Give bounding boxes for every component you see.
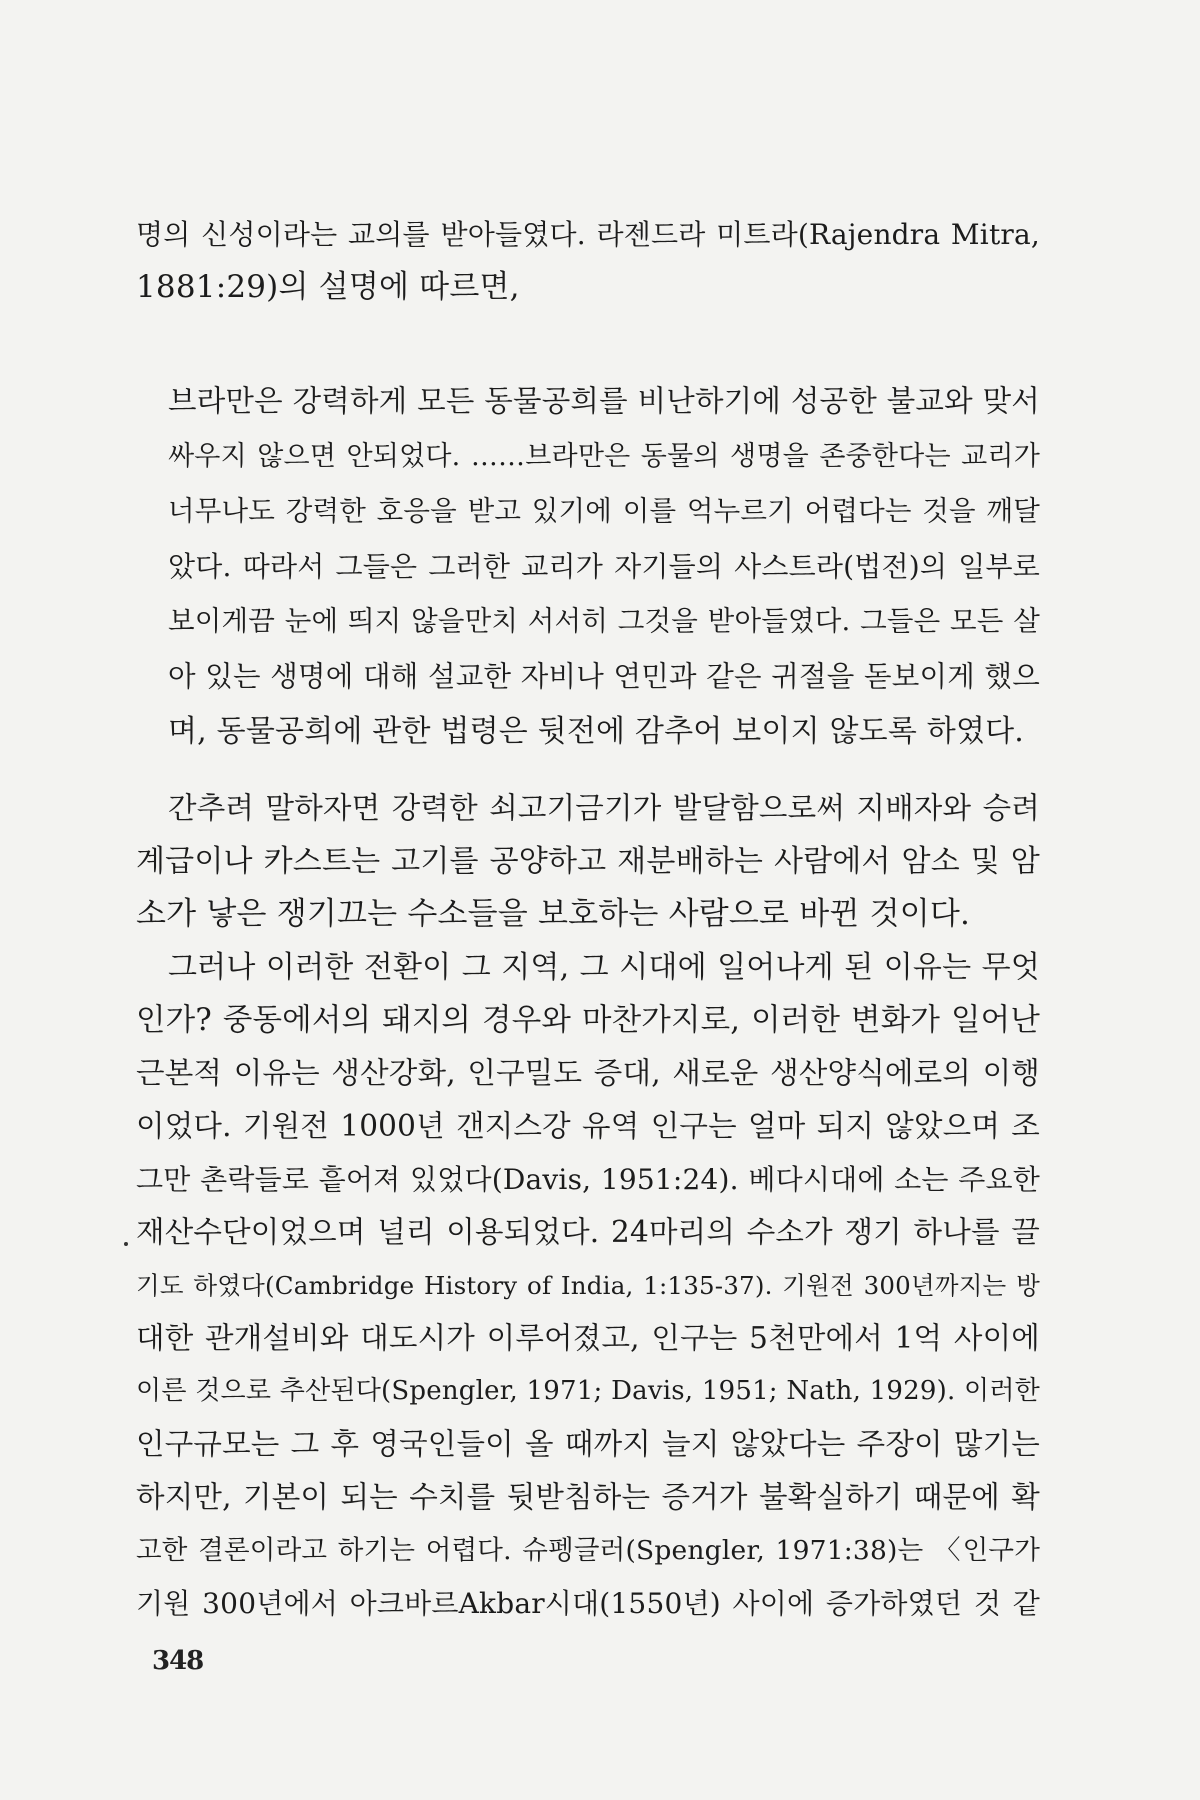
quote-line: 너무나도 강력한 호응을 받고 있기에 이를 억누르기 어렵다는 것을 깨달 — [168, 495, 1040, 527]
paragraph-2-line: 인가? 중동에서의 돼지의 경우와 마찬가지로, 이러한 변화가 일어난 — [136, 1003, 1040, 1038]
paragraph-2-line: 대한 관개설비와 대도시가 이루어졌고, 인구는 5천만에서 1억 사이에 — [136, 1321, 1040, 1355]
paragraph-2-line: 그만 촌락들로 흩어져 있었다(Davis, 1951:24). 베다시대에 소는 주요한 — [136, 1163, 1040, 1196]
body-text — [136, 782, 1040, 1630]
quote-line: 브라만은 강력하게 모든 동물공희를 비난하기에 성공한 불교와 맞서 — [168, 384, 1040, 418]
paragraph-2-line: 고한 결론이라고 하기는 어렵다. 슈펭글러(Spengler, 1971:38)는 〈인구가 — [136, 1535, 1040, 1566]
paragraph-2-line: 인구규모는 그 후 영국인들이 올 때까지 늘지 않았다는 주장이 많기는 — [136, 1427, 1040, 1461]
block-quote — [168, 374, 1040, 759]
quote-line: 보이게끔 눈에 띄지 않을만치 서서히 그것을 받아들였다. 그들은 모든 살 — [168, 605, 1040, 637]
intro-paragraph — [136, 208, 1040, 314]
paragraph-2-line: 그러나 이러한 전환이 그 지역, 그 시대에 일어나게 된 이유는 무엇 — [168, 950, 1040, 985]
quote-line: 며, 동물공희에 관한 법령은 뒷전에 감추어 보이지 않도록 하였다. — [168, 714, 1025, 749]
paragraph-2-line: 기도 하였다(Cambridge History of India, 1:135-37). 기원전 300년까지는 방 — [136, 1271, 1040, 1300]
paragraph-2-line: 기원 300년에서 아크바르Akbar시대(1550년) 사이에 증가하였던 것 같 — [136, 1587, 1040, 1620]
paragraph-1-line: 계급이나 카스트는 고기를 공양하고 재분배하는 사람에서 암소 및 암 — [136, 844, 1040, 879]
paragraph-2-line: 근본적 이유는 생산강화, 인구밀도 증대, 새로운 생산양식에로의 이행 — [136, 1056, 1040, 1090]
text-line: 명의 신성이라는 교의를 받아들였다. 라젠드라 미트라(Rajendra Mitra, — [136, 218, 1040, 251]
paragraph-2-line: 이었다. 기원전 1000년 갠지스강 유역 인구는 얼마 되지 않았으며 조 — [136, 1109, 1040, 1143]
paragraph-2-line: 하지만, 기본이 되는 수치를 뒷받침하는 증거가 불확실하기 때문에 확 — [136, 1480, 1040, 1514]
paragraph-2-line: 재산수단이었으며 널리 이용되었다. 24마리의 수소가 쟁기 하나를 끌 — [136, 1215, 1040, 1249]
page-number: 348 — [152, 1646, 204, 1676]
text-line: 1881:29)의 설명에 따르면, — [136, 269, 520, 305]
quote-line: 았다. 따라서 그들은 그러한 교리가 자기들의 사스트라(법전)의 일부로 — [168, 550, 1040, 583]
paragraph-2-line: 이른 것으로 추산된다(Spengler, 1971; Davis, 1951; Nath, 1929). 이러한 — [136, 1376, 1040, 1406]
margin-mark — [124, 1242, 128, 1246]
paragraph-1-line: 소가 낳은 쟁기끄는 수소들을 보호하는 사람으로 바뀐 것이다. — [136, 896, 971, 932]
quote-line: 아 있는 생명에 대해 설교한 자비나 연민과 같은 귀절을 돋보이게 했으 — [168, 660, 1040, 693]
quote-line: 싸우지 않으면 안되었다. ……브라만은 동물의 생명을 존중한다는 교리가 — [168, 441, 1040, 472]
paragraph-1-line: 간추려 말하자면 강력한 쇠고기금기가 발달함으로써 지배자와 승려 — [168, 791, 1040, 825]
